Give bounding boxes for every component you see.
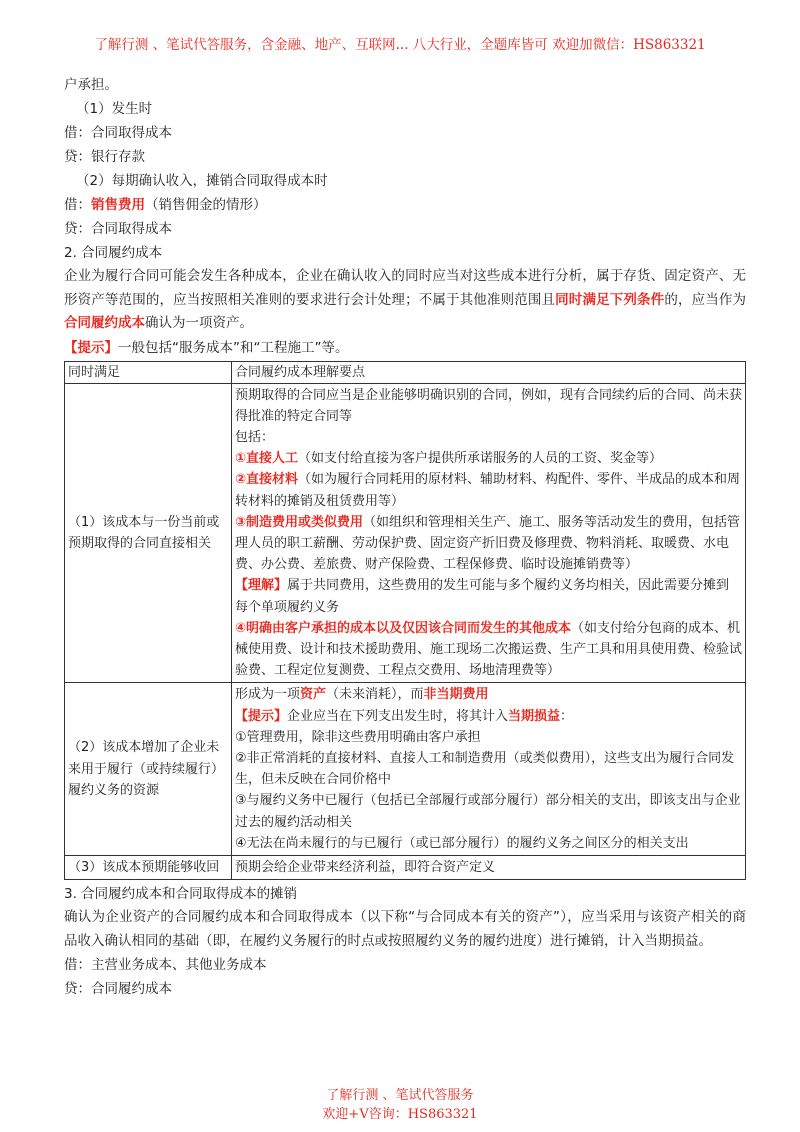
text-span: 借： [64, 197, 91, 213]
tip-line [64, 336, 746, 360]
list-item [235, 448, 742, 469]
text-span: （如为履行合同耗用的原材料、辅助材料、构配件、零件、半成品的成本和周转材料的摊销及租赁费用等） [235, 472, 741, 509]
text-span: （如支付给直接为客户提供所承诺服务的人员的工资、奖金等） [298, 451, 663, 467]
highlight-text: 当期损益 [508, 708, 561, 724]
text-span: （如支付给分包商的成本、机械使用费、设计和技术援助费用、施工现场二次搬运费、生产工具和用具使用费、检验试验费、工程定位复测费、工程点交费用、场地清理费等） [235, 620, 743, 679]
list-item: ②非正常消耗的直接材料、直接人工和制造费用（或类似费用），这些支出为履行合同发生，但未反映在合同价格中 [235, 750, 735, 788]
table-cell-condition: （2）该成本增加了企业未来用于履行（或持续履行）履约义务的资源 [65, 683, 232, 856]
text-line: 贷：合同履约成本 [64, 981, 172, 998]
text-span: 形成为一项 [235, 687, 301, 703]
text-span: （销售佣金的情形） [145, 197, 267, 213]
text-span: （未来消耗），而 [326, 687, 424, 703]
highlight-text: 合同履约成本 [64, 315, 145, 331]
list-item [235, 575, 742, 617]
text-line: （2）每期确认收入，摊销合同取得成本时 [76, 173, 328, 189]
list-item: ④无法在尚未履行的与已履行（或已部分履行）的履约义务之间区分的相关支出 [235, 835, 689, 851]
footer-line: 欢迎+V咨询：HS863321 [322, 1107, 478, 1122]
highlight-text: 资产 [300, 687, 327, 703]
tip-label: 【提示】 [64, 339, 118, 356]
table-row [65, 383, 746, 683]
list-item [235, 512, 742, 576]
highlight-text: ④明确由客户承担的成本以及仅因该合同而发生的其他成本 [235, 620, 572, 636]
table-cell-condition: （1）该成本与一份当前或预期取得的合同直接相关 [65, 383, 232, 683]
text-line: 贷：银行存款 [64, 149, 145, 165]
text-span: 企业应当在下列支出发生时，将其计入 [287, 708, 509, 724]
text-line [64, 193, 746, 217]
text-line: 贷：合同取得成本 [64, 221, 172, 237]
text-span: 包括： [235, 429, 275, 445]
table-cell-detail [232, 383, 746, 683]
text-span: 企业为履行合同可能会发生各种成本，企业在确认收入的同时应当对这些成本进行分析，属于存货、固定资产、无形资产等范围的，应当按照相关准则的要求进行会计处理；不属于其他准则范围且 [64, 268, 746, 308]
highlight-text: ①直接人工 [235, 451, 299, 467]
table-header-cell: 同时满足 [65, 361, 232, 383]
document-body [64, 73, 746, 1001]
highlight-text: 【理解】 [235, 578, 288, 594]
list-item [235, 618, 742, 682]
header-ad: 了解行测 、笔试代答服务，含金融、地产、互联网... 八大行业，全题库皆可 欢迎加微信：HS863321 [94, 37, 706, 53]
text-span: 一般包括“服务成本”和“工程施工”等。 [118, 339, 349, 356]
text-span: 预期取得的合同应当是企业能够明确识别的合同，例如，现有合同续约后的合同、尚未获得批准的特定合同等 [235, 387, 743, 424]
section-heading: 3. 合同履约成本和合同取得成本的摊销 [64, 886, 298, 903]
text-line: （1）发生时 [76, 101, 153, 117]
table-row [65, 683, 746, 856]
text-span: （如组织和管理相关生产、施工、服务等活动发生的费用，包括管理人员的职工薪酬、劳动保护费、固定资产折旧费及修理费、物料消耗、取暖费、水电费、办公费、差旅费、财产保险费、工程保修费、临时设施摊销费等） [235, 514, 741, 573]
conditions-table [64, 361, 746, 881]
text-span: 属于共同费用，这些费用的发生可能与多个履约义务均相关，因此需要分摊到每个单项履约义务 [235, 578, 730, 615]
text-line: 借：主营业务成本、其他业务成本 [64, 957, 267, 974]
list-item: ③与履约义务中已履行（包括已全部履行或部分履行）部分相关的支出，即该支出与企业过去的履约活动相关 [235, 793, 741, 830]
highlight-text: 销售费用 [91, 197, 145, 213]
paragraph [64, 265, 746, 336]
highlight-text: 同时满足下列条件 [555, 291, 665, 308]
text-span: 的，应当作为 [664, 291, 747, 308]
text-span: 确认为一项资产。 [145, 315, 253, 331]
footer-line: 了解行测 、笔试代答服务 [326, 1088, 474, 1103]
table-header-row [65, 361, 746, 383]
text-line: 户承担。 [64, 77, 118, 93]
table-cell-detail: 预期会给企业带来经济利益，即符合资产定义 [232, 855, 746, 879]
highlight-text: 非当期费用 [423, 687, 489, 703]
table-cell-detail [232, 683, 746, 856]
paragraph: 确认为企业资产的合同履约成本和合同取得成本（以下称“与合同成本有关的资产”），应当采用与该资产相关的商品收入确认相同的基础（即，在履约义务履行的时点或按照履约义务的履约进度）进行摊销，计入当期损益。 [64, 909, 746, 949]
table-row [65, 855, 746, 879]
section-heading: 2. 合同履约成本 [64, 245, 163, 261]
table-header-cell: 合同履约成本理解要点 [232, 361, 746, 383]
tip-line [235, 706, 742, 727]
highlight-text: ②直接材料 [235, 472, 299, 488]
tip-label: 【提示】 [235, 708, 288, 724]
list-item [235, 469, 742, 511]
footer-ad [0, 1086, 800, 1124]
text-span: ： [560, 708, 574, 724]
highlight-text: ③制造费用或类似费用 [235, 514, 364, 530]
text-span [235, 684, 742, 705]
text-line: 借：合同取得成本 [64, 125, 172, 141]
list-item: ①管理费用，除非这些费用明确由客户承担 [235, 729, 481, 745]
table-cell-condition: （3）该成本预期能够收回 [65, 855, 232, 879]
